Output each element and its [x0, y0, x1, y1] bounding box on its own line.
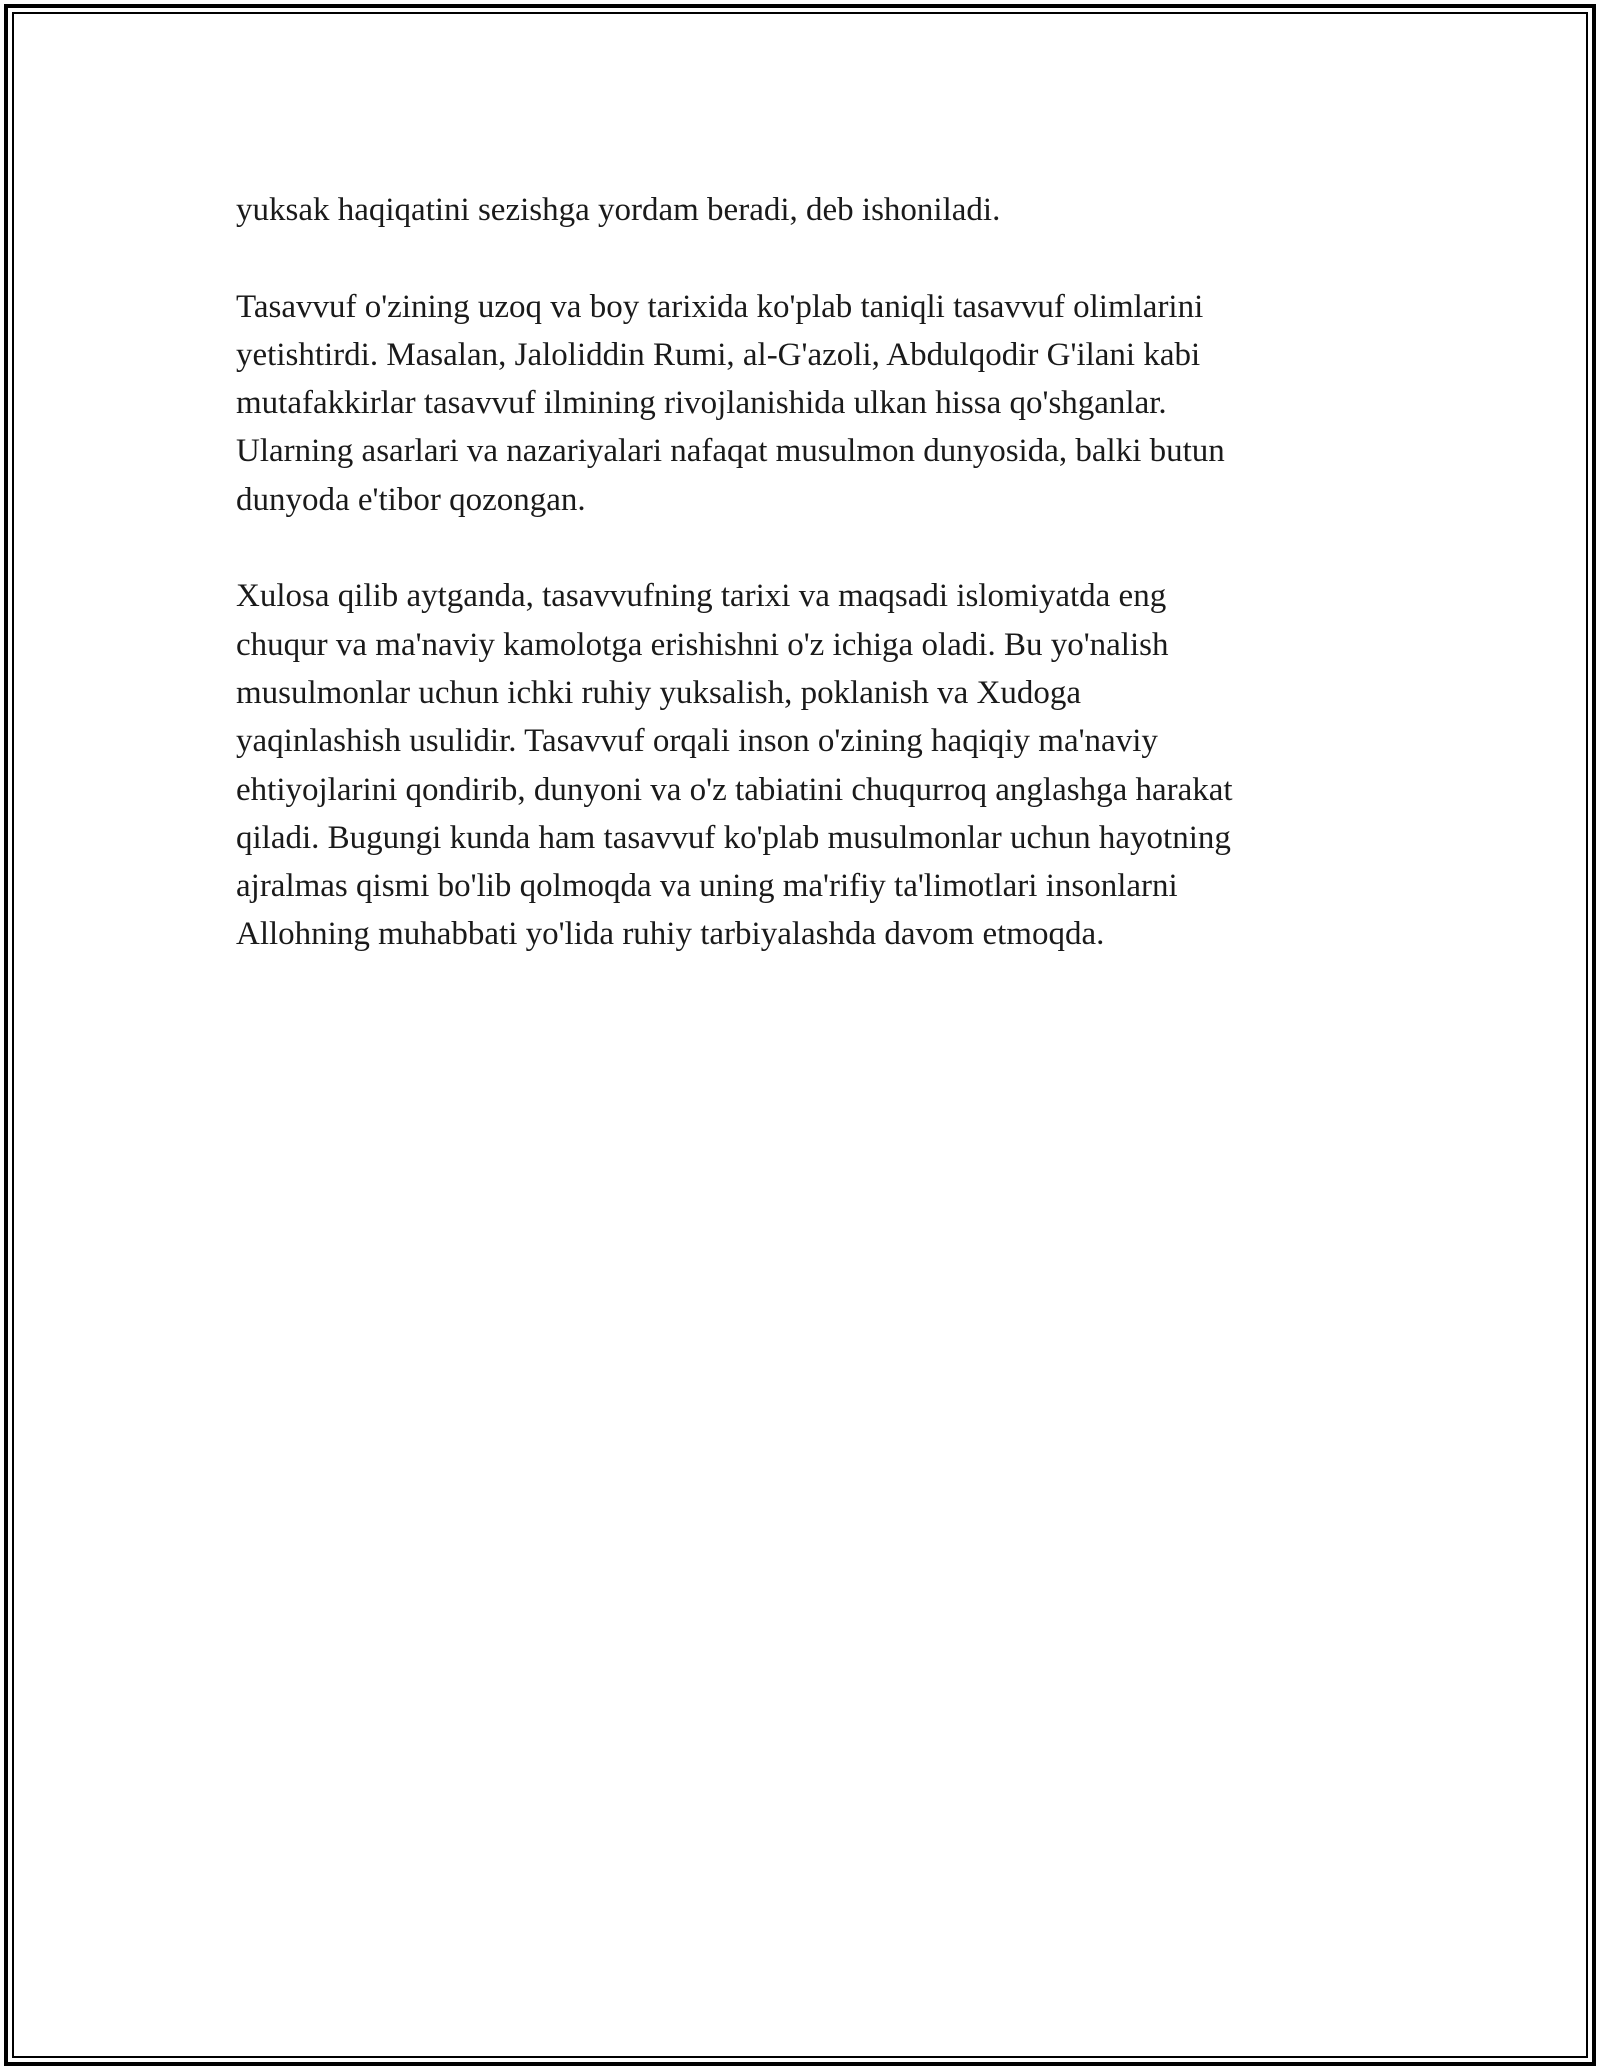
- text-line: mutafakkirlar tasavvuf ilmining rivojlanishida ulkan hissa qo'shganlar.: [236, 385, 1167, 422]
- paragraph-spacer: [236, 524, 1386, 572]
- text-line: Allohning muhabbati yo'lida ruhiy tarbiyalashda davom etmoqda.: [236, 916, 1105, 953]
- text-line: Tasavvuf o'zining uzoq va boy tarixida ko'plab taniqli tasavvuf olimlarini: [236, 288, 1204, 325]
- text-line: ajralmas qismi bo'lib qolmoqda va uning ma'rifiy ta'limotlari insonlarni: [236, 868, 1178, 905]
- text-line: Xulosa qilib aytganda, tasavvufning tarixi va maqsadi islomiyatda eng: [236, 578, 1167, 615]
- text-line: chuqur va ma'naviy kamolotga erishishni o'z ichiga oladi. Bu yo'nalish: [236, 626, 1169, 663]
- text-line: Ularning asarlari va nazariyalari nafaqat musulmon dunyosida, balki butun: [236, 433, 1225, 470]
- paragraph-spacer: [236, 234, 1386, 282]
- text-line: yetishtirdi. Masalan, Jaloliddin Rumi, al-G'azoli, Abdulqodir G'ilani kabi: [236, 336, 1201, 373]
- text-line: dunyoda e'tibor qozongan.: [236, 481, 586, 518]
- paragraph-3: [236, 572, 1386, 958]
- text-line: ehtiyojlarini qondirib, dunyoni va o'z tabiatini chuqurroq anglashga harakat: [236, 771, 1233, 808]
- text-line: yuksak haqiqatini sezishga yordam beradi, deb ishoniladi.: [236, 192, 1001, 228]
- text-line: yaqinlashish usulidir. Tasavvuf orqali inson o'zining haqiqiy ma'naviy: [236, 723, 1158, 760]
- paragraph-1: [236, 186, 1386, 234]
- paragraph-2: [236, 283, 1386, 524]
- text-line: musulmonlar uchun ichki ruhiy yuksalish, poklanish va Xudoga: [236, 674, 1082, 711]
- text-line: qiladi. Bugungi kunda ham tasavvuf ko'plab musulmonlar uchun hayotning: [236, 819, 1231, 856]
- document-body: [236, 186, 1386, 959]
